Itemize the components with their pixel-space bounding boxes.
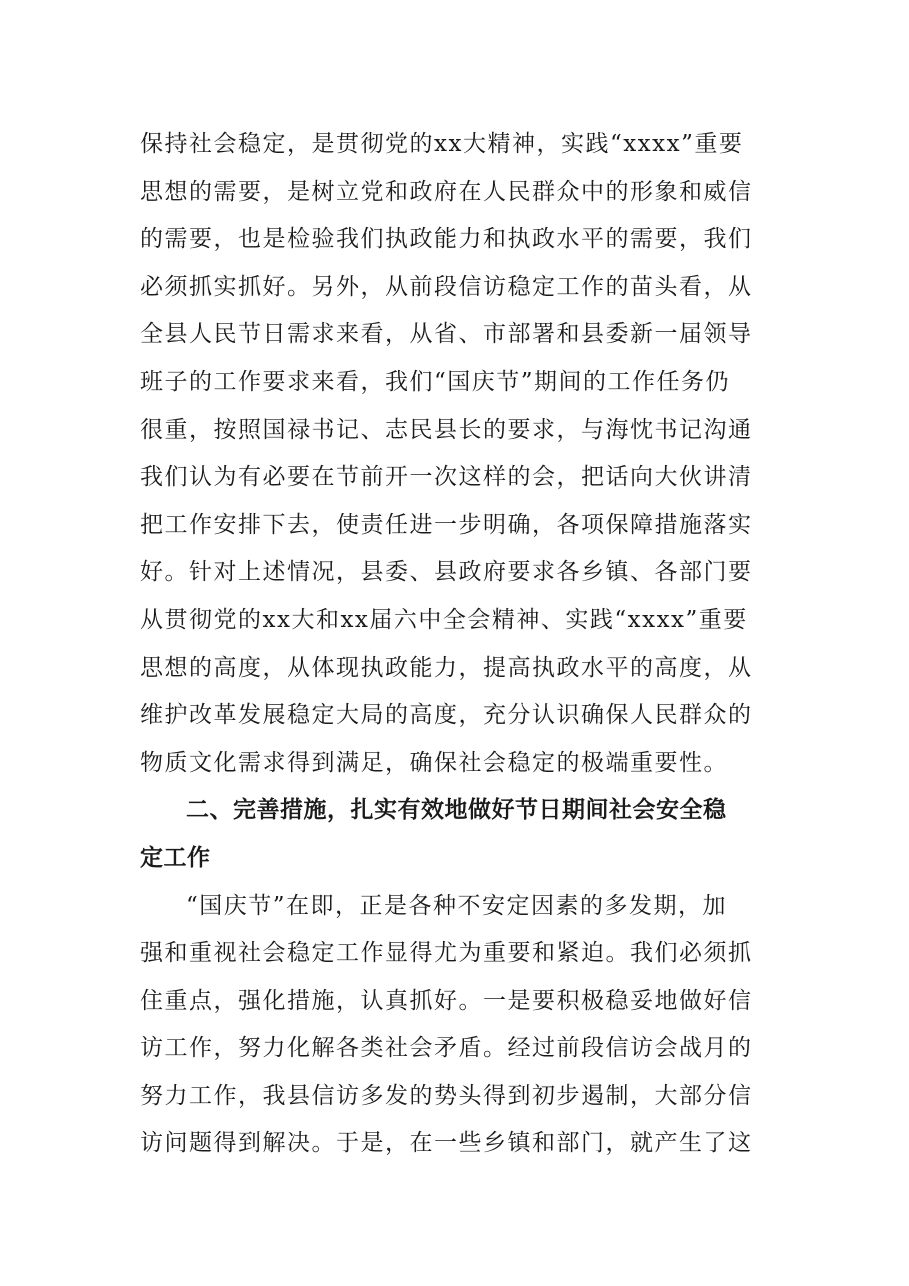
text-line: 必须抓实抓好。另外，从前段信访稳定工作的苗头看，从 xyxy=(140,273,753,300)
text-line: 思想的高度，从体现执政能力，提高执政水平的高度，从 xyxy=(140,654,753,681)
text-line: 访问题得到解决。于是，在一些乡镇和部门，就产生了这 xyxy=(140,1130,753,1157)
paragraph-1 xyxy=(140,121,780,787)
text-line: 好。针对上述情况，县委、县政府要求各乡镇、各部门要 xyxy=(140,559,753,586)
text-line: 全县人民节日需求来看，从省、市部署和县委新一届领导 xyxy=(140,321,753,348)
document-body xyxy=(140,121,780,1168)
text-line: 我们认为有必要在节前开一次这样的会，把话向大伙讲清 xyxy=(140,464,753,491)
text-line: 维护改革发展稳定大局的高度，充分认识确保人民群众的 xyxy=(140,702,753,729)
text-line: 保持社会稳定，是贯彻党的xx大精神，实践“xxxx”重要 xyxy=(140,131,744,157)
paragraph-2 xyxy=(140,883,780,1169)
text-line: 班子的工作要求来看，我们“国庆节”期间的工作任务仍 xyxy=(140,368,731,395)
text-line: 努力工作，我县信访多发的势头得到初步遏制，大部分信 xyxy=(140,1082,753,1109)
text-line: 访工作，努力化解各类社会矛盾。经过前段信访会战月的 xyxy=(140,1035,753,1062)
heading-line: 二、完善措施，扎实有效地做好节日期间社会安全稳 xyxy=(186,797,727,824)
text-line: 思想的需要，是树立党和政府在人民群众中的形象和威信 xyxy=(140,178,753,205)
text-line: 从贯彻党的xx大和xx届六中全会精神、实践“xxxx”重要 xyxy=(140,606,748,633)
heading-line: 定工作 xyxy=(140,844,211,871)
text-line: 把工作安排下去，使责任进一步明确，各项保障措施落实 xyxy=(140,511,753,538)
text-line: 住重点，强化措施，认真抓好。一是要积极稳妥地做好信 xyxy=(140,987,753,1014)
section-heading xyxy=(140,787,780,882)
text-line: 的需要，也是检验我们执政能力和执政水平的需要，我们 xyxy=(140,226,753,253)
text-line: 强和重视社会稳定工作显得尤为重要和紧迫。我们必须抓 xyxy=(140,940,753,967)
text-line: “国庆节”在即，正是各种不安定因素的多发期，加 xyxy=(186,892,728,919)
text-line: 很重，按照国禄书记、志民县长的要求，与海忱书记沟通 xyxy=(140,416,753,443)
text-line: 物质文化需求得到满足，确保社会稳定的极端重要性。 xyxy=(140,749,728,776)
